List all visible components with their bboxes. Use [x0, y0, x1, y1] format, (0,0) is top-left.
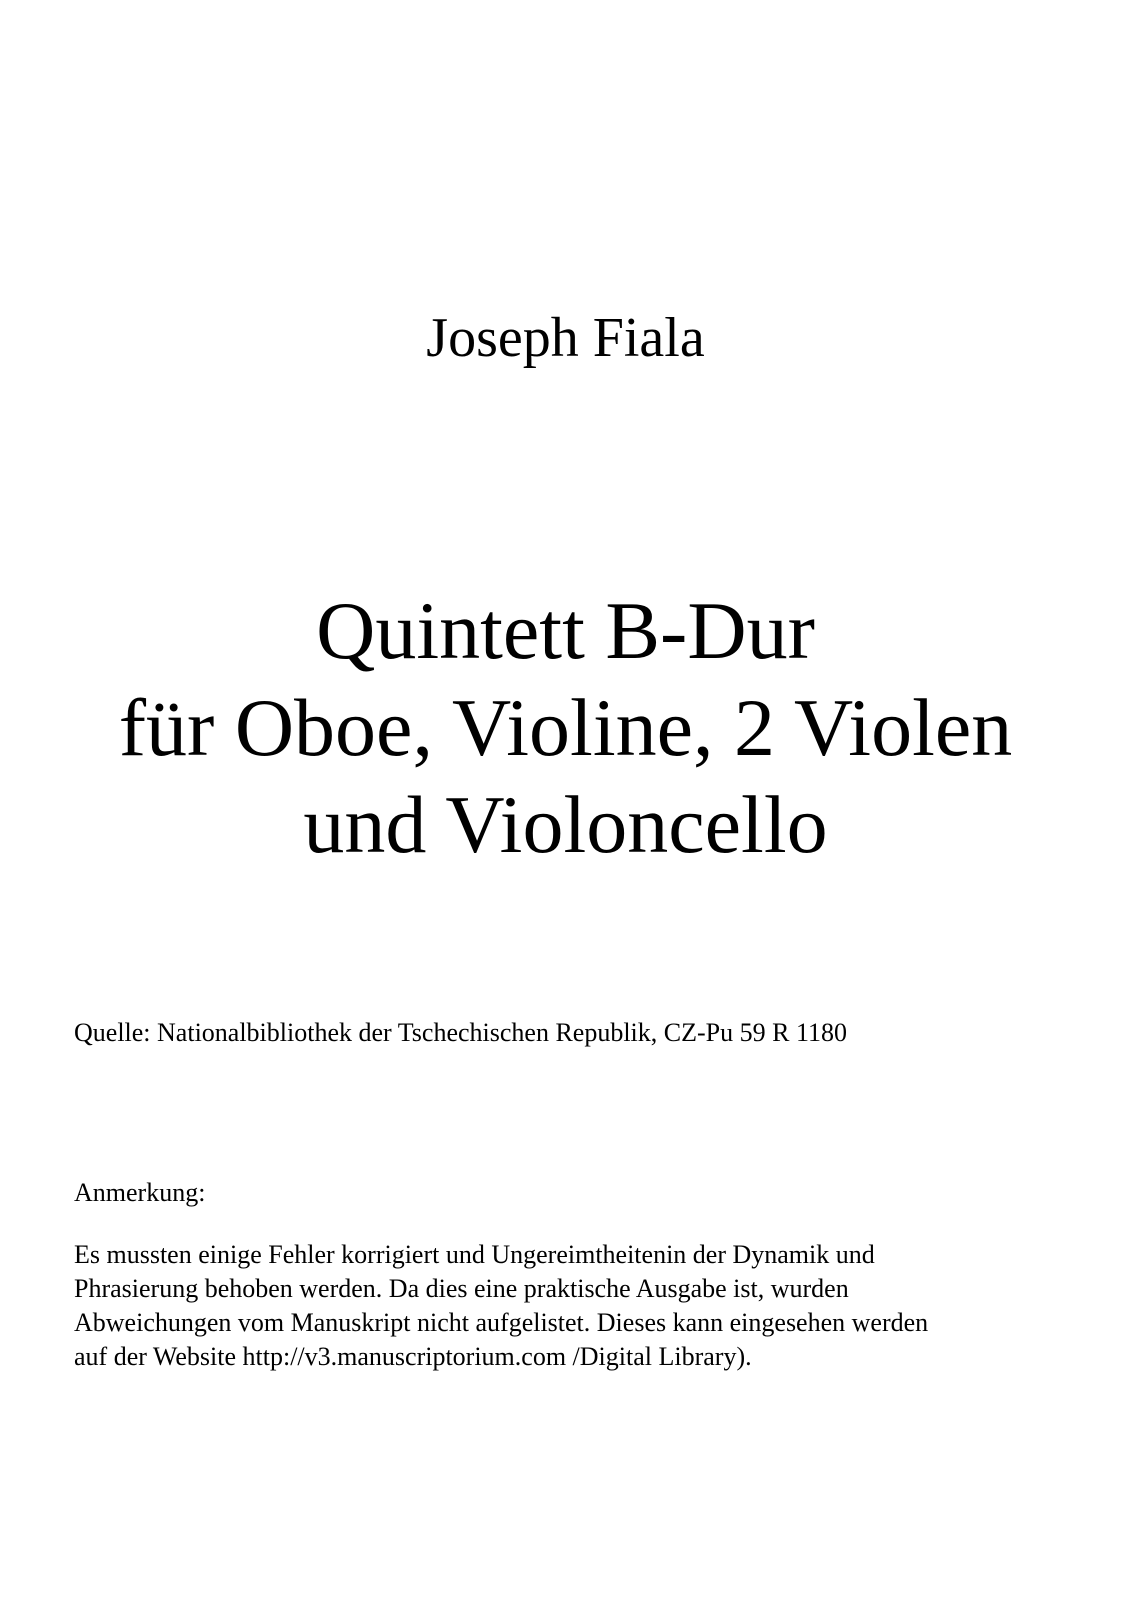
title-line: Quintett B-Dur [316, 585, 815, 676]
source-note: Quelle: Nationalbibliothek der Tschechischen Republik, CZ-Pu 59 R 1180 [74, 1018, 847, 1047]
remark-heading: Anmerkung: [74, 1178, 206, 1207]
remark-line: Es mussten einige Fehler korrigiert und Ungereimtheitenin der Dynamik und [74, 1240, 875, 1269]
work-title [0, 582, 1131, 873]
title-line: und Violoncello [303, 779, 828, 870]
remark-line: Phrasierung behoben werden. Da dies eine praktische Ausgabe ist, wurden [74, 1274, 849, 1303]
title-line: für Oboe, Violine, 2 Violen [118, 682, 1013, 773]
remark-paragraph [74, 1238, 1004, 1374]
remark-line: Abweichungen vom Manuskript nicht aufgelistet. Dieses kann eingesehen werden [74, 1308, 929, 1337]
composer-name: Joseph Fiala [426, 307, 705, 369]
remark-line: auf der Website http://v3.manuscriptorium.com /Digital Library). [74, 1342, 752, 1371]
